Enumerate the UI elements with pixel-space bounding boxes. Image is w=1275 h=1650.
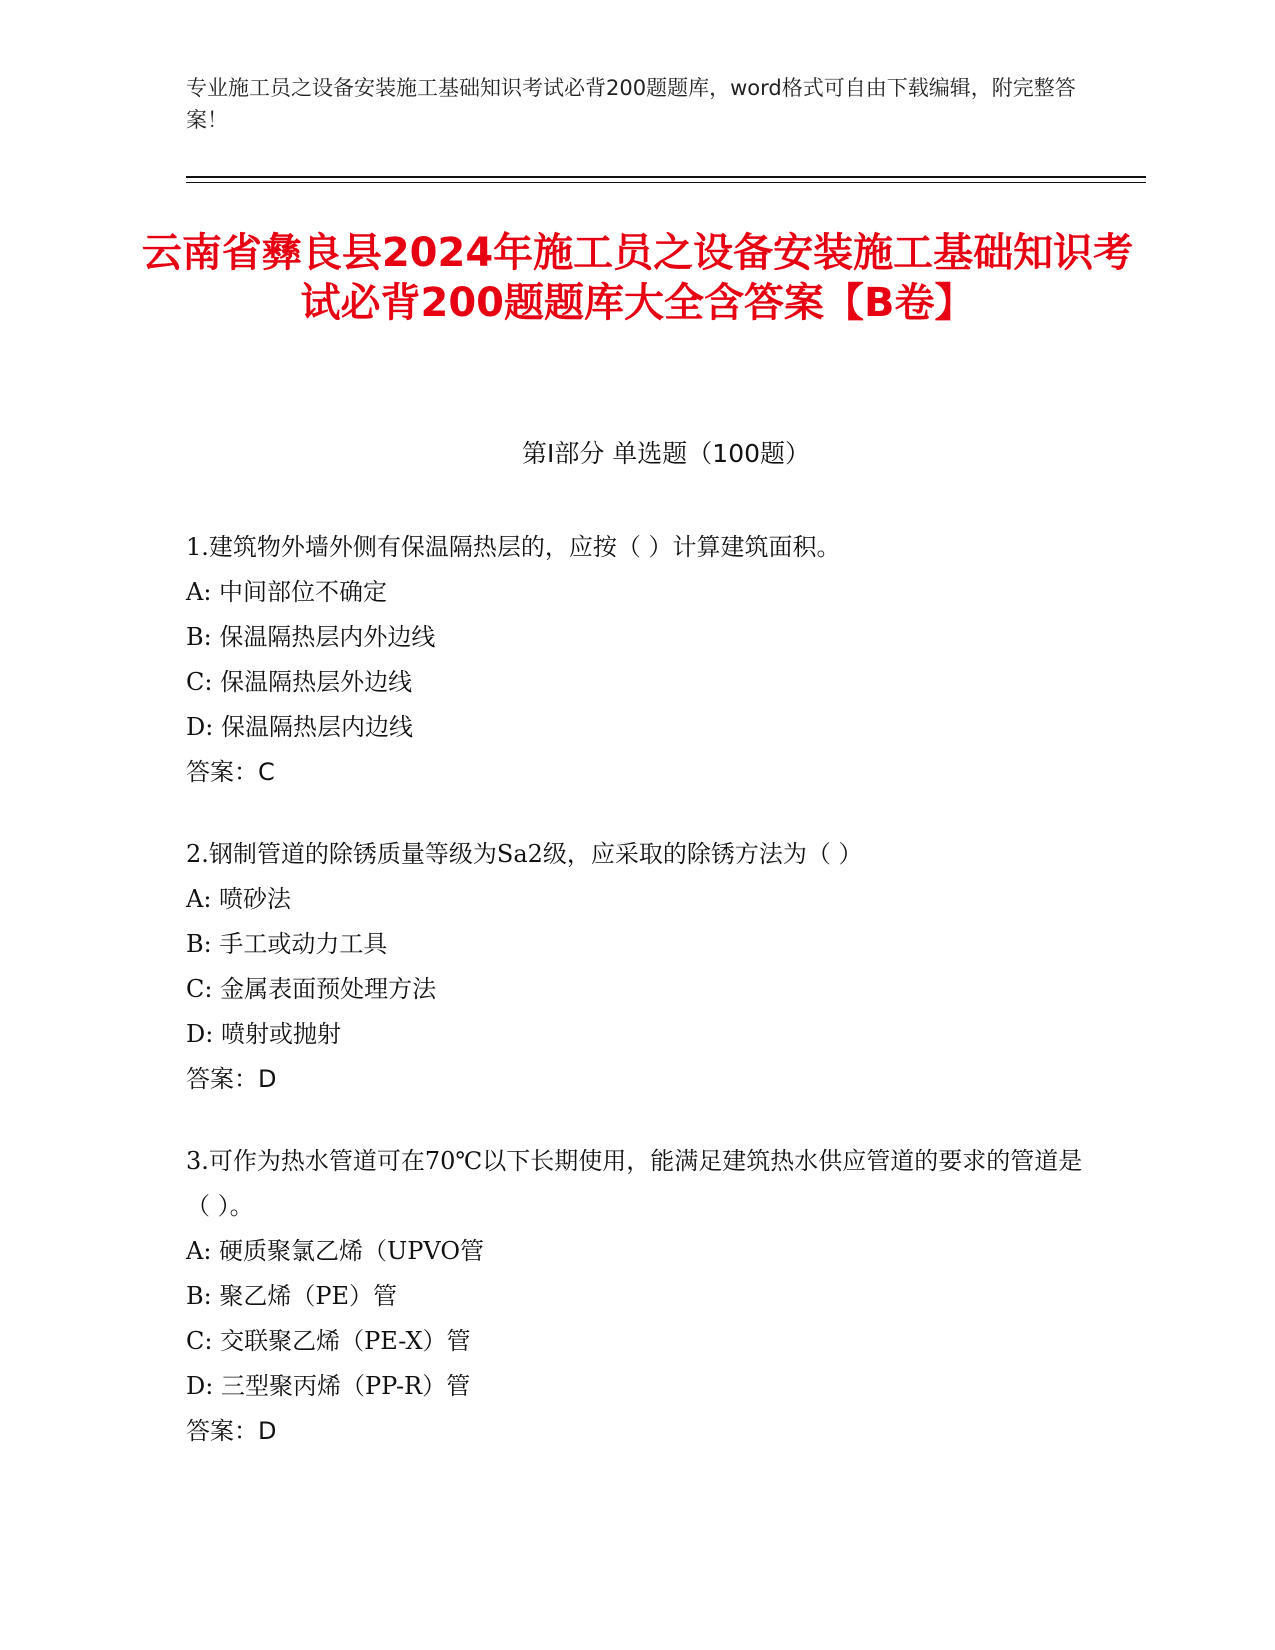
answer-line: 答案：D — [186, 1417, 277, 1445]
option-a: A: 硬质聚氯乙烯（UPVO管 — [186, 1237, 485, 1265]
header-divider-thick — [186, 176, 1146, 178]
option-b: B: 手工或动力工具 — [186, 930, 388, 958]
option-c: C: 金属表面预处理方法 — [186, 975, 437, 1003]
option-d: D: 保温隔热层内边线 — [186, 713, 413, 741]
document-title: 云南省彝良县2024年施工员之设备安装施工基础知识考试必背200题题库大全含答案【B卷】 — [141, 230, 1134, 326]
question-list — [186, 525, 1086, 1491]
answer-line: 答案：C — [186, 758, 275, 786]
option-b: B: 保温隔热层内外边线 — [186, 623, 436, 651]
option-d: D: 三型聚丙烯（PP-R）管 — [186, 1372, 471, 1400]
question-1 — [186, 525, 1086, 795]
question-stem: 3.可作为热水管道可在70℃以下长期使用，能满足建筑热水供应管道的要求的管道是（ ）。 — [186, 1147, 1083, 1220]
question-3 — [186, 1139, 1086, 1454]
answer-line: 答案：D — [186, 1065, 277, 1093]
header-divider-thin — [186, 182, 1146, 183]
option-c: C: 交联聚乙烯（PE-X）管 — [186, 1327, 471, 1355]
option-a: A: 喷砂法 — [186, 885, 292, 913]
option-c: C: 保温隔热层外边线 — [186, 668, 413, 696]
option-b: B: 聚乙烯（PE）管 — [186, 1282, 398, 1310]
question-stem: 1.建筑物外墙外侧有保温隔热层的，应按（ ）计算建筑面积。 — [186, 533, 841, 561]
option-a: A: 中间部位不确定 — [186, 578, 388, 606]
question-2 — [186, 832, 1086, 1102]
option-d: D: 喷射或抛射 — [186, 1020, 341, 1048]
section-title: 第Ⅰ部分 单选题（100题） — [521, 439, 811, 468]
question-stem: 2.钢制管道的除锈质量等级为Sa2级，应采取的除锈方法为（ ） — [186, 840, 863, 868]
header-note: 专业施工员之设备安装施工基础知识考试必背200题题库，word格式可自由下载编辑，附完整答案！ — [186, 76, 1076, 132]
